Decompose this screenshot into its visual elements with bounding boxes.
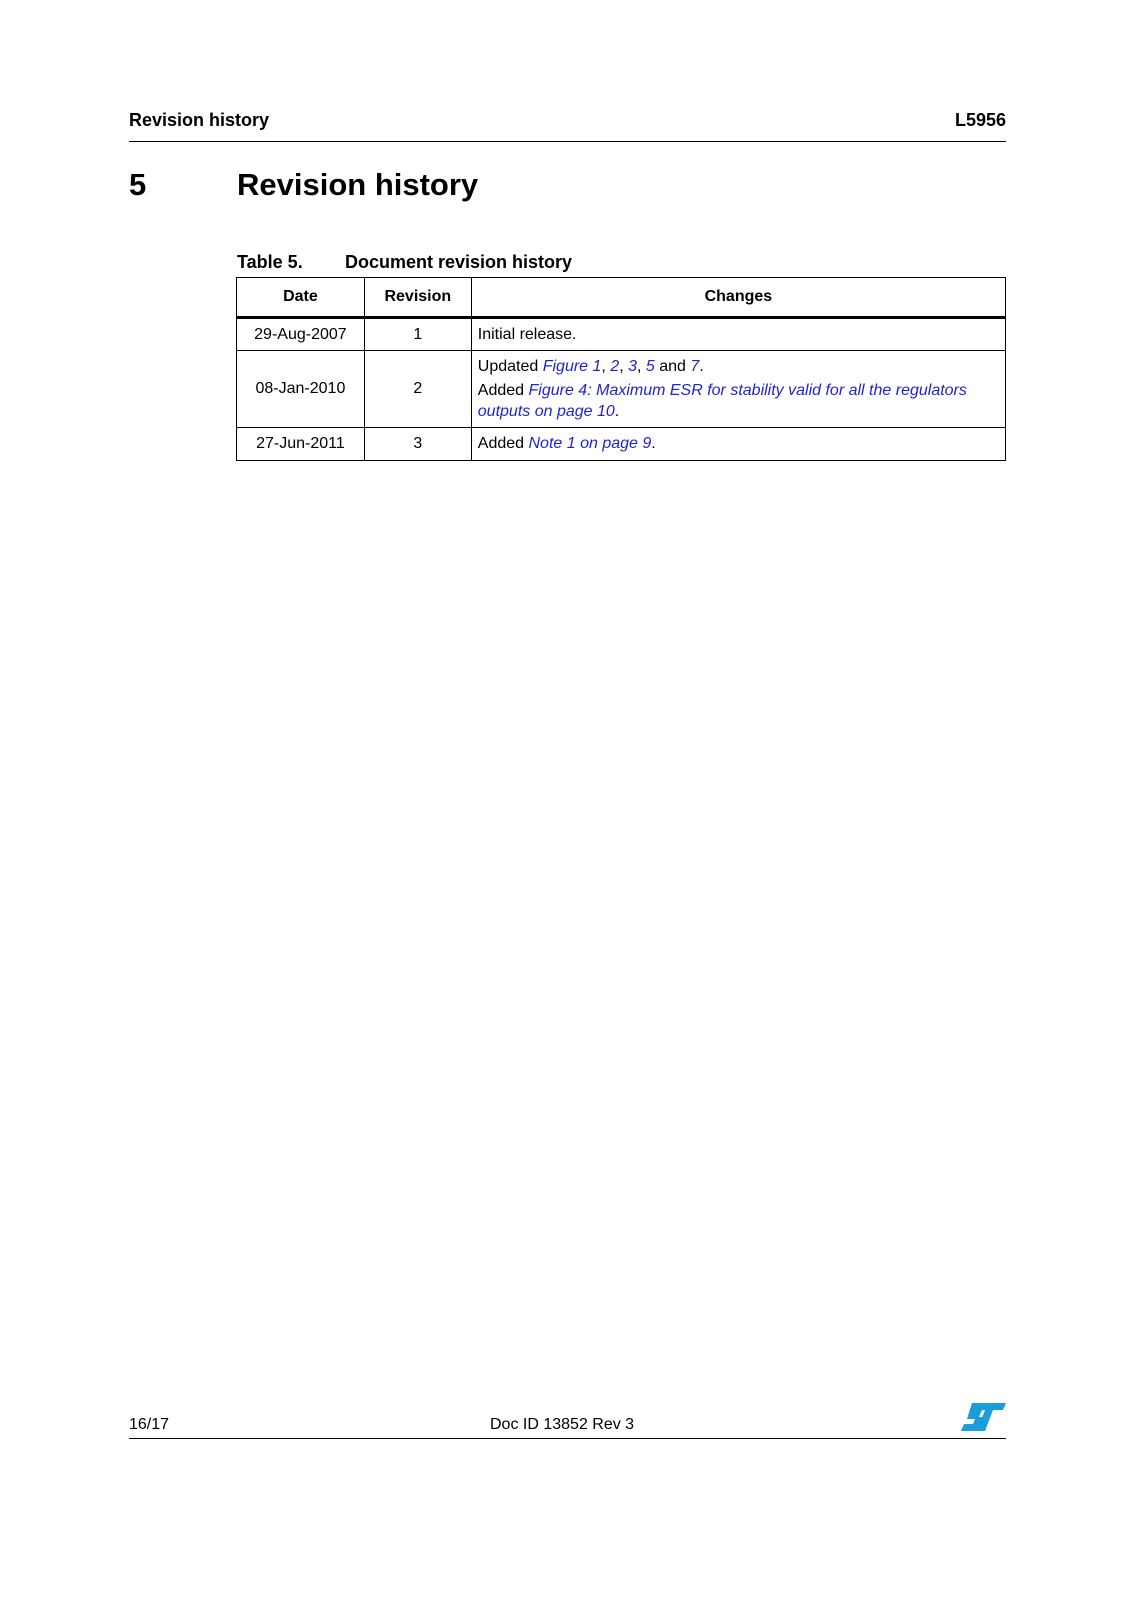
separator-text: , (637, 358, 646, 375)
cell-date: 29-Aug-2007 (237, 318, 365, 351)
changes-text: Added (477, 435, 529, 452)
section-title: Revision history (237, 167, 479, 202)
changes-text: Added (477, 382, 529, 399)
footer-divider (129, 1438, 1006, 1439)
cell-changes: Initial release. (471, 318, 1005, 351)
cell-date: 08-Jan-2010 (237, 351, 365, 428)
separator-text: , (601, 358, 611, 375)
separator-text: and (654, 358, 691, 375)
cell-date: 27-Jun-2011 (237, 428, 365, 461)
separator-text: . (614, 403, 620, 420)
running-header-part-number: L5956 (954, 110, 1006, 130)
cell-revision: 1 (364, 318, 471, 351)
figure-2-link[interactable]: 2 (610, 358, 620, 375)
st-logo (960, 1402, 1006, 1432)
figure-1-link[interactable]: Figure 1 (542, 358, 602, 375)
figure-3-link[interactable]: 3 (628, 358, 638, 375)
column-header-changes: Changes (471, 278, 1005, 318)
footer-page-number: 16/17 (129, 1416, 170, 1433)
separator-text: . (651, 435, 656, 452)
header-divider (129, 141, 1006, 142)
table-row (237, 318, 1006, 351)
figure-5-link[interactable]: 5 (645, 358, 655, 375)
cell-revision: 3 (364, 428, 471, 461)
footer-doc-id: Doc ID 13852 Rev 3 (490, 1416, 635, 1433)
table-caption-label: Table 5. (237, 252, 303, 272)
column-header-revision: Revision (364, 278, 471, 318)
column-header-date: Date (237, 278, 365, 318)
figure-4-link[interactable]: Figure 4: Maximum ESR for stability valid for all the regulators outputs on page 10 (477, 382, 967, 420)
table-caption (237, 252, 572, 273)
note-1-link[interactable]: Note 1 on page 9 (528, 435, 652, 452)
revision-history-table (236, 277, 1006, 461)
cell-revision: 2 (364, 351, 471, 428)
table-header-row (237, 278, 1006, 318)
separator-text: . (699, 358, 704, 375)
cell-changes (471, 428, 1005, 461)
st-logo-mark (961, 1403, 1006, 1431)
table-row (237, 351, 1006, 428)
table-caption-title: Document revision history (345, 252, 573, 272)
separator-text: , (619, 358, 629, 375)
running-header-title: Revision history (129, 110, 270, 130)
changes-text: Updated (477, 358, 543, 375)
table-row (237, 428, 1006, 461)
cell-changes (471, 351, 1005, 428)
section-number: 5 (129, 167, 147, 202)
figure-7-link[interactable]: 7 (690, 358, 700, 375)
